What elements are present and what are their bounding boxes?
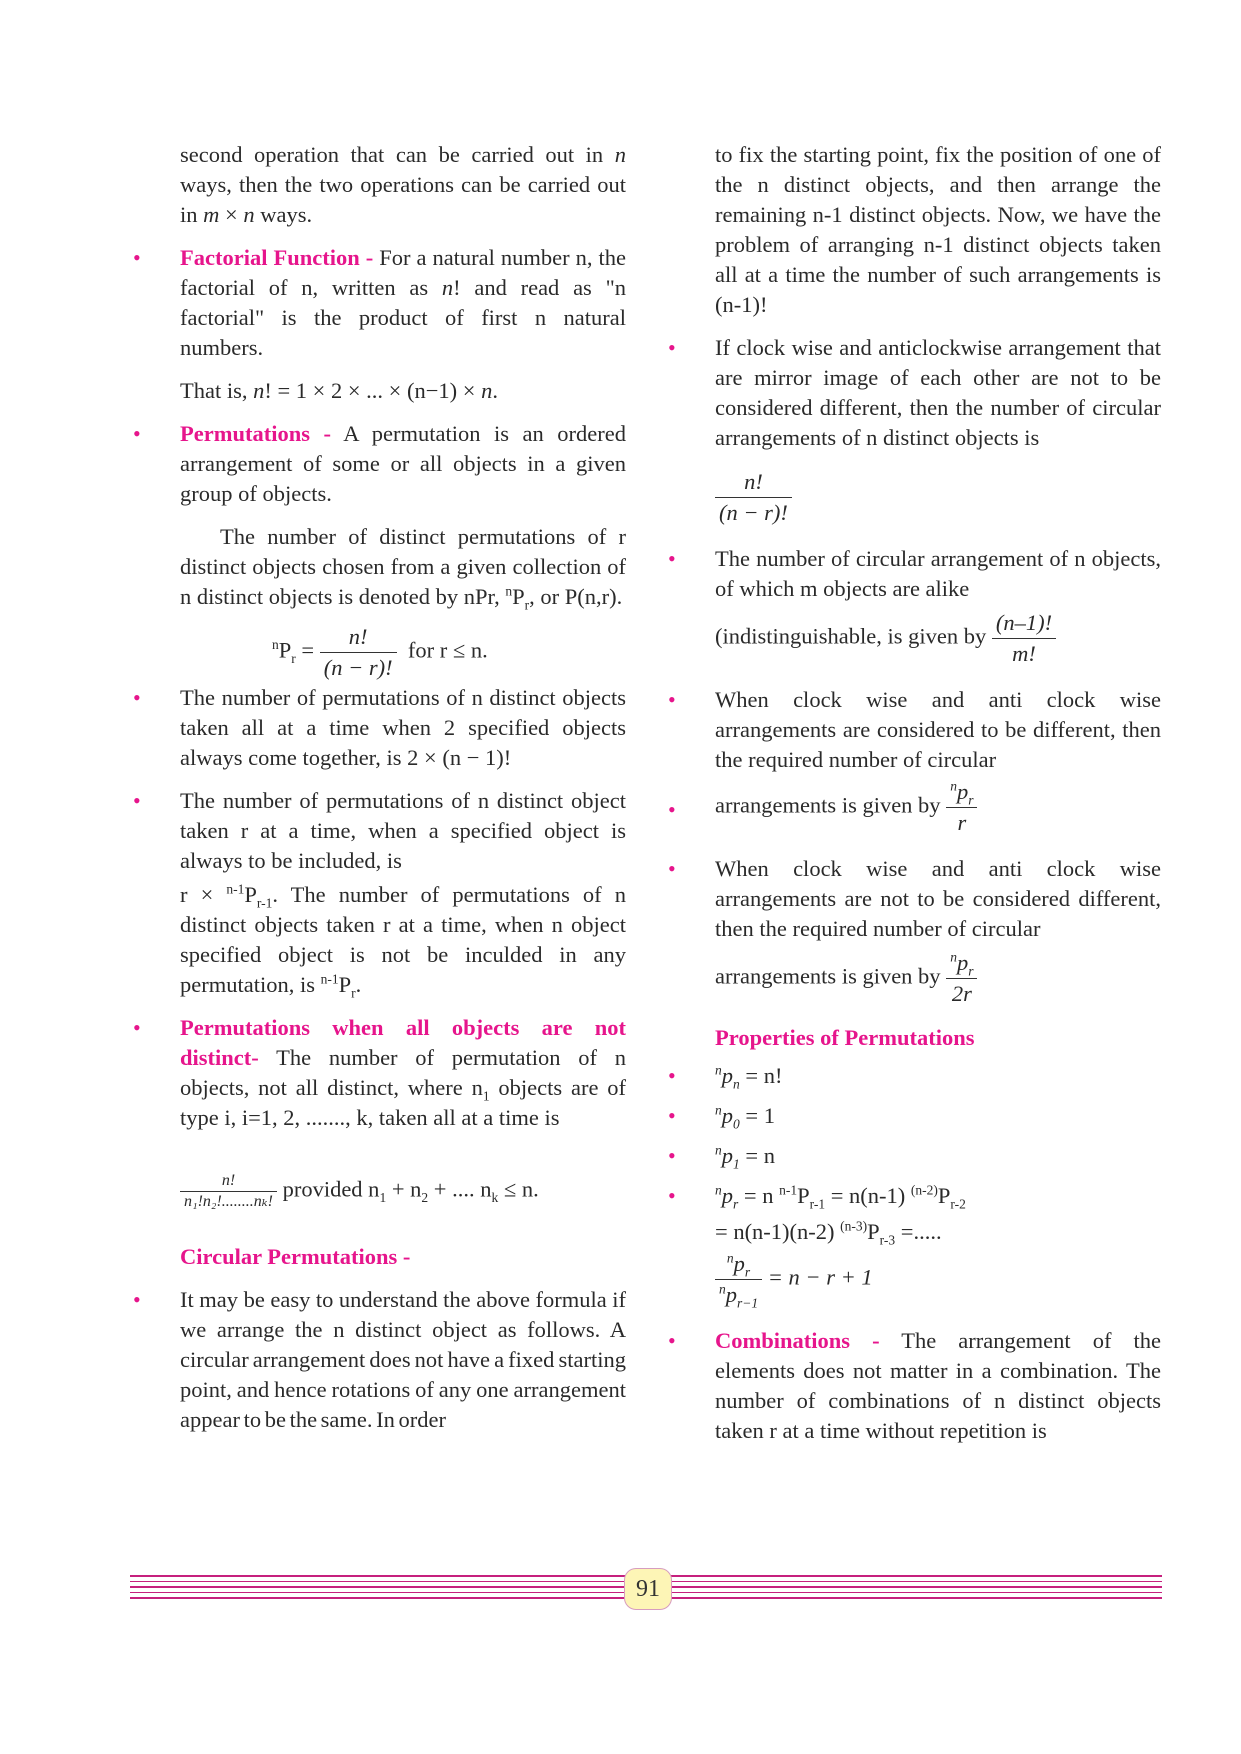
clockwise-different-formula: • arrangements is given by $\frac{^np_r}{r}$ <box>715 777 1161 838</box>
combinations-heading: Combinations - <box>715 1328 880 1353</box>
bullet-icon: • <box>668 546 676 571</box>
circular-heading: Circular Permutations - <box>180 1244 411 1269</box>
permutations-heading: Permutations - <box>180 421 331 446</box>
permutations-item: • Permutations - A permutation is an ordered arrangement of some or all objects in a given group of objects. The number of distinct permutations of r distinct objects chosen from a given collection of n distinct objects is denoted by nPr, $^nP_r$, or P(n,r). $^nP_r$ = $\frac{n!}{(n - r)!}$ for r ≤ n. <box>180 419 626 683</box>
bullet-icon: • <box>668 797 676 822</box>
bullet-icon: • <box>668 1063 676 1088</box>
alike-formula: (indistinguishable, is given by $\frac{(n-1)!}{m!}$ <box>715 608 1161 669</box>
factorial-heading: Factorial Function - <box>180 245 374 270</box>
permutation-fraction: $\frac{n!}{(n - r)!}$ <box>320 622 397 683</box>
bullet-icon: • <box>668 856 676 881</box>
alike-fraction: $\frac{(n-1)!}{m!}$ <box>992 608 1056 669</box>
bullet-icon: • <box>133 245 141 270</box>
mirror-formula <box>715 467 1161 528</box>
clockwise-different-fraction: $\frac{^np_r}{r}$ <box>946 777 977 838</box>
clockwise-same-item: • When clock wise and anti clock wise arrangements are not to be considered different, then the required number of circular arrangements is given by $\frac{^np_r}{2r}$ <box>715 854 1161 1009</box>
bullet-icon: • <box>133 1015 141 1040</box>
multinomial-fraction: $\frac{n!}{\text{n₁!n₂!........nₖ!}}$ <box>180 1171 277 1212</box>
property-3: • $^np_1 = n$ <box>668 1142 775 1172</box>
bullet-icon: • <box>133 788 141 813</box>
property-ratio-fraction: $\frac{^np_r}{^np_{r-1}}$ <box>715 1249 762 1310</box>
property-4: • $^np_r = n$ $^{n-1}P_{r-1} = n(n-1)$ $^{(n-2)}P_{r-2}$ <box>668 1182 966 1212</box>
not-distinct-item: • Permutations when all objects are not distinct- The number of permutation of n objects, not all distinct, where $n_1$ objects are of type i, i=1, 2, ......., k, taken all at a time is $\frac{n!}{\text{n₁!n₂!........nₖ!}}$ provided $n_1 + n_2$ + .... $n_k \le n$. <box>133 1015 626 1210</box>
bullet-icon: • <box>668 1183 676 1208</box>
page-number: 91 <box>624 1568 672 1610</box>
bullet-icon: • <box>668 1103 676 1128</box>
bullet-icon: • <box>668 687 676 712</box>
permutations-notation: The number of distinct permutations of r distinct objects chosen from a given collection of n distinct objects is denoted by nPr, $^nP_r$, or P(n,r). <box>180 524 626 613</box>
property-1: • $^np_n = n$! <box>668 1062 783 1092</box>
clockwise-different-item: • When clock wise and anti clock wise arrangements are considered to be different, then the required number of circular <box>668 687 1161 772</box>
continued-paragraph-right: to fix the starting point, fix the position of one of the n distinct objects, and then arrange the remaining n-1 distinct objects. Now, we have the problem of arranging n-1 distinct objects taken all at a time the number of such arrangements is (n-1)! <box>715 142 1161 317</box>
left-column <box>133 140 627 1435</box>
multinomial-formula: $\frac{n!}{\text{n₁!n₂!........nₖ!}}$ provided $n_1 + n_2$ + .... $n_k \le n$. <box>180 1171 626 1212</box>
mirror-fraction: $\frac{n!}{(n - r)!}$ <box>715 467 792 528</box>
right-column <box>668 140 1161 1446</box>
permutation-formula: $^nP_r$ = $\frac{n!}{(n - r)!}$ for r ≤ n. <box>180 622 626 683</box>
combinations-item: • Combinations - The arrangement of the elements does not matter in a combination. The number of combinations of n distinct objects taken r at a time without repetition is <box>668 1328 1161 1443</box>
bullet-icon: • <box>668 1143 676 1168</box>
circular-item: • It may be easy to understand the above formula if we arrange the n distinct object as follows. A circular arrangement does not have a fixed starting point, and hence rotations of any one arrangement appear to be the same. In order <box>133 1287 626 1432</box>
bullet-icon: • <box>133 1287 141 1312</box>
property-ratio: $\frac{^np_r}{^np_{r-1}}$ = n − r + 1 <box>715 1249 1161 1310</box>
continued-paragraph: second operation that can be carried out in n ways, then the two operations can be carried out in m × n ways. <box>180 142 626 227</box>
factorial-definition: That is, n! = 1 × 2 × ... × (n−1) × n. <box>180 378 498 403</box>
bullet-icon: • <box>133 421 141 446</box>
specified-item: • The number of permutations of n distinct object taken r at a time, when a specified object is always to be included, is $r \times ^{n-1}P_{r-1}$. The number of permutations of n distinct objects taken r at a time, when n object specified object is not be inculded in any permutation, is $^{n-1}P_r$. <box>133 788 626 1001</box>
bullet-icon: • <box>668 1328 676 1353</box>
mirror-item: • If clock wise and anticlockwise arrangement that are mirror image of each other are not to be considered different, then the number of circular arrangements of n distinct objects is $\frac{n!}{(n - r)!}$ <box>715 333 1161 528</box>
clockwise-same-formula: arrangements is given by $\frac{^np_r}{2r}$ <box>715 948 1161 1009</box>
not-distinct-heading: Permutations when all objects are not distinct- <box>180 1015 626 1070</box>
bullet-icon: • <box>133 685 141 710</box>
clockwise-same-fraction: $\frac{^np_r}{2r}$ <box>946 948 977 1009</box>
property-4-continued: = n(n-1)(n-2) $^{(n-3)}P_{r-3}$ =..... <box>715 1218 942 1248</box>
properties-heading: Properties of Permutations <box>715 1025 975 1050</box>
factorial-item: • Factorial Function - For a natural number n, the factorial of n, written as n! and read as "n factorial" is the product of first n natural numbers. That is, n! = 1 × 2 × ... × (n−1) × n. <box>180 243 626 406</box>
bullet-icon: • <box>668 335 676 360</box>
together-item: • The number of permutations of n distinct objects taken all at a time when 2 specified objects always come together, is 2 × (n − 1)! <box>133 685 626 770</box>
property-2: • $^np_0 = 1$ <box>668 1102 775 1132</box>
alike-item: • The number of circular arrangement of n objects, of which m objects are alike (indistinguishable, is given by $\frac{(n-1)!}{m!}$ <box>715 544 1161 669</box>
